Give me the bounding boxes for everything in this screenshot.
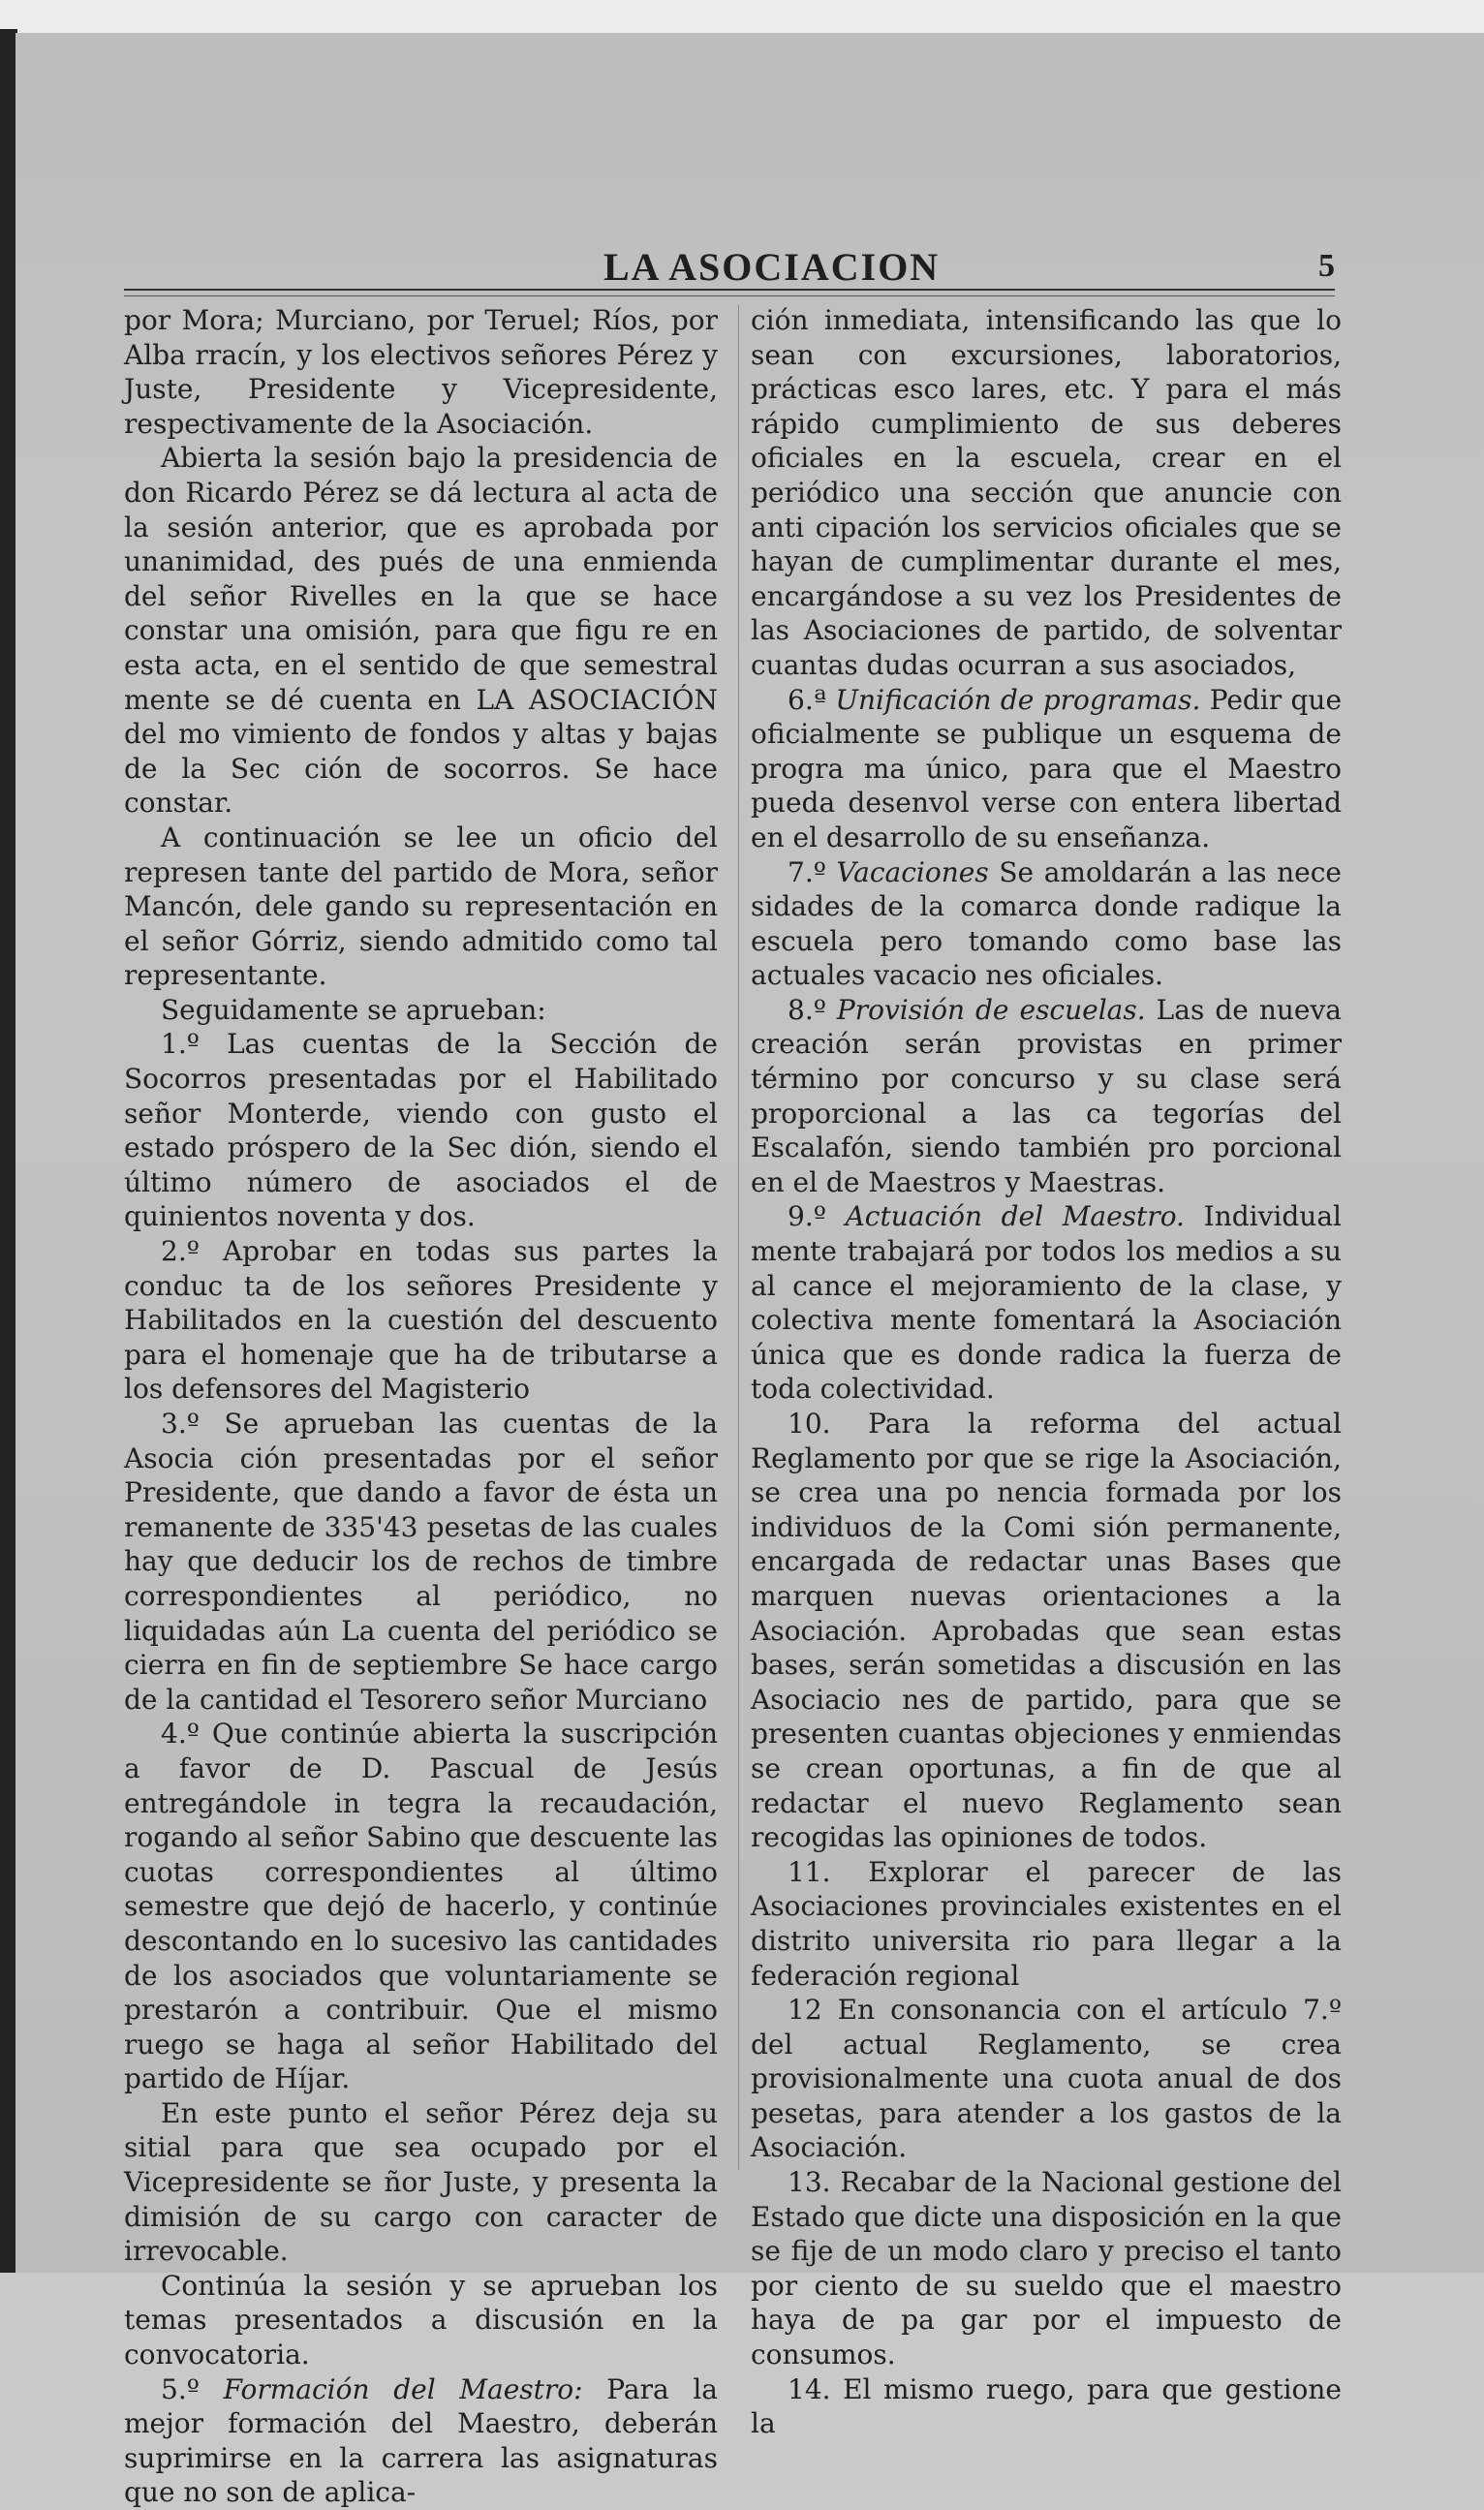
topic-title: Actuación del Maestro. <box>845 1200 1185 1233</box>
topic-title: Formación del Maestro: <box>223 2372 583 2405</box>
agenda-item-3: 3.º Se aprueban las cuentas de la Asocia ción presentadas por el señor Presidente, que dando a favor de ésta un remanente de 335'43 pesetas de las cuales hay que deducir los de rechos de timbre correspondientes al periódico, no liquidadas aún La cuenta del periódico se cierra en fin de septiembre Se hace cargo de la cantidad el Tesorero señor Murciano <box>124 1408 718 1716</box>
header-rule-thin <box>124 295 1335 296</box>
topic-number: 7.º <box>788 855 826 888</box>
topic-body: Las de nueva creación serán provistas en primer término por concurso y su clase será proporcional a las ca tegorías del Escalafón, siendo también pro porcional en el de Maestros y Maestras. <box>751 993 1342 1198</box>
paragraph: En este punto el señor Pérez deja su sitial para que sea ocupado por el Vicepresidente se ñor Juste, y presenta la dimisión de su cargo con caracter de irrevocable. <box>124 2096 718 2268</box>
paragraph: Abierta la sesión bajo la presidencia de don Ricardo Pérez se dá lectura al acta de la sesión anterior, que es aprobada por unanimidad, des pués de una enmienda del señor Rivelles en la que se hace constar una omisión, para que figu re en esta acta, en el sentido de que semestral mente se dé cuenta en LA ASOCIACIÓN del mo vimiento de fondos y altas y bajas de la Sec ción de socorros. Se hace constar. <box>124 442 718 820</box>
item-14: 14. El mismo ruego, para que gestione la <box>751 2372 1342 2440</box>
topic-9 <box>751 1199 1342 1407</box>
page-number: 5 <box>1318 248 1335 284</box>
right-column <box>751 303 1343 2440</box>
paragraph: Continúa la sesión y se aprueban los temas presentados a discusión en la convocatoria. <box>124 2269 718 2371</box>
agenda-item-1: 1.º Las cuentas de la Sección de Socorros presentadas por el Habilitado señor Monterde, viendo con gusto el estado próspero de la Sec dión, siendo el último número de asociados el de quinientos noventa y dos. <box>124 1028 718 1233</box>
item-13: 13. Recabar de la Nacional gestione del Estado que dicte una disposición en la que se fije de un modo claro y preciso el tanto por ciento de su sueldo que el maestro haya de pa gar por el impuesto de consumos. <box>751 2166 1342 2371</box>
topic-7 <box>751 855 1342 993</box>
topic-8 <box>751 993 1342 1200</box>
publication-title: LA ASOCIACION <box>603 245 941 289</box>
paragraph: Seguidamente se aprueban: <box>161 993 546 1026</box>
paragraph: ción inmediata, intensificando las que lo sean con excursiones, laboratorios, prácticas esco lares, etc. Y para el más rápido cumplimiento de sus deberes oficiales en la escuela, crear en el periódico una sección que anuncie con anti cipación los servicios oficiales que se hayan de cumplimentar durante el mes, encargándose a su vez los Presidentes de las Asociaciones de partido, de solventar cuantas dudas ocurran a sus asociados, <box>751 304 1342 681</box>
item-11: 11. Explorar el parecer de las Asociaciones provinciales existentes en el distrito universita rio para llegar a la federación regional <box>751 1855 1342 1992</box>
paragraph: por Mora; Murciano, por Teruel; Ríos, por Alba rracín, y los electivos señores Pérez y Juste, Presidente y Vicepresidente, respectivamente de la Asociación. <box>124 304 718 440</box>
topic-number: 9.º <box>788 1200 826 1233</box>
left-column <box>124 303 718 2509</box>
page-header <box>124 244 1335 291</box>
agenda-item-2: 2.º Aprobar en todas sus partes la conduc ta de los señores Presidente y Habilitados en la cuestión del descuento para el homenaje que ha de tributarse a los defensores del Magisterio <box>124 1235 718 1406</box>
topic-body: Pedir que oficialmente se publique un esquema de progra ma único, para que el Maestro pueda desenvol verse con entera libertad en el desarrollo de su enseñanza. <box>751 683 1343 853</box>
scan-top-margin <box>0 0 1484 37</box>
topic-title: Provisión de escuelas. <box>836 993 1146 1026</box>
topic-6 <box>751 683 1342 855</box>
topic-number: 5.º <box>161 2372 200 2405</box>
topic-title: Unificación de programas. <box>835 683 1201 716</box>
topic-body: Se amoldarán a las nece sidades de la comarca donde radique la escuela pero tomando como base las actuales vacacio nes oficiales. <box>751 855 1342 992</box>
item-10: 10. Para la reforma del actual Reglamento por que se rige la Asociación, se crea una po nencia formada por los individuos de la Comi sión permanente, encargada de redactar unas Bases que marquen nuevas orientaciones a la Asociación. Aprobadas que sean estas bases, serán sometidas a discusión en las Asociacio nes de partido, para que se presenten cuantas objeciones y enmiendas se crean oportunas, a fin de que al redactar el nuevo Reglamento sean recogidas las opiniones de todos. <box>751 1408 1342 1854</box>
paragraph: A continuación se lee un oficio del represen tante del partido de Mora, señor Mancón, dele gando su representación en el señor Górriz, siendo admitido como tal representante. <box>124 821 718 992</box>
topic-5 <box>124 2372 718 2510</box>
header-rule <box>124 289 1335 291</box>
topic-title: Vacaciones <box>836 855 989 888</box>
column-divider <box>738 305 739 2170</box>
topic-body: Para la mejor formación del Maestro, deberán suprimirse en la carrera las asignaturas que no son de aplica- <box>124 2372 718 2509</box>
topic-number: 8.º <box>788 993 826 1026</box>
topic-number: 6.ª <box>788 683 827 716</box>
item-12: 12 En consonancia con el artículo 7.º del actual Reglamento, se crea provisionalmente una cuota anual de dos pesetas, para atender a los gastos de la Asociación. <box>751 1994 1342 2164</box>
topic-body: Individual mente trabajará por todos los medios a su al cance el mejoramiento de la clase, y colectiva mente fomentará la Asociación única que es donde radica la fuerza de toda colectividad. <box>751 1200 1342 1406</box>
agenda-item-4: 4.º Que continúe abierta la suscripción a favor de D. Pascual de Jesús entregándole in tegra la recaudación, rogando al señor Sabino que descuente las cuotas correspondientes al último semestre que dejó de hacerlo, y continúe descontando en lo sucesivo las cantidades de los asociados que voluntariamente se prestarón a contribuir. Que el mismo ruego se haga al señor Habilitado del partido de Híjar. <box>124 1718 718 2095</box>
